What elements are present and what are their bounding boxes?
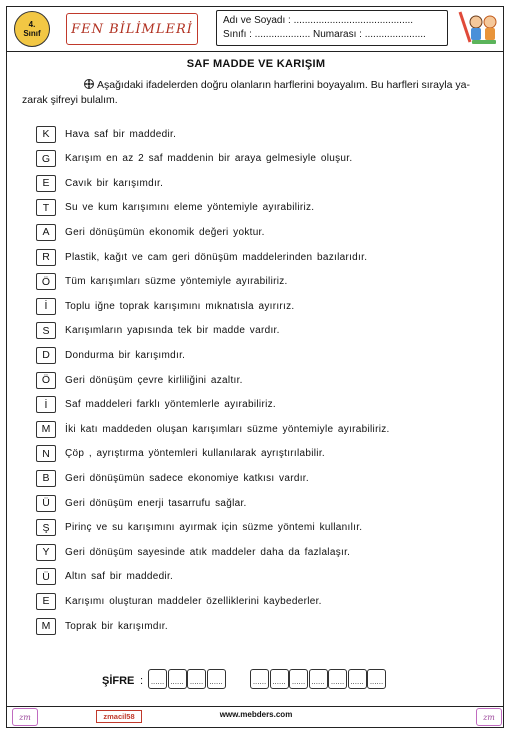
statement-row	[36, 296, 496, 316]
statement-text: Karışımların yapısında tek bir madde vardır.	[65, 325, 280, 337]
letter-box[interactable]: G	[36, 150, 56, 167]
statement-text: Altın saf bir maddedir.	[65, 571, 174, 583]
statement-row	[36, 468, 496, 488]
class-number-field[interactable]: Sınıfı : .................... Numarası : ......................	[223, 29, 426, 40]
letter-box[interactable]: Ü	[36, 495, 56, 512]
statement-row	[36, 124, 496, 144]
letter-box[interactable]: B	[36, 470, 56, 487]
statement-text: Toplu iğne toprak karışımını mıknatısla ayırırız.	[65, 300, 295, 312]
statement-row	[36, 321, 496, 341]
statement-text: Toprak bir karışımdır.	[65, 620, 168, 632]
statement-text: Tüm karışımları süzme yöntemiyle ayırabiliriz.	[65, 276, 288, 288]
statement-row	[36, 222, 496, 242]
statement-text: Hava saf bir maddedir.	[65, 128, 177, 140]
statement-text: Dondurma bir karışımdır.	[65, 349, 186, 361]
statement-text: Cavık bir karışımdır.	[65, 177, 164, 189]
statement-row	[36, 370, 496, 390]
statement-text: Karışımı oluşturan maddeler özelliklerini kaybederler.	[65, 595, 322, 607]
statement-text: Geri dönüşümün sadece ekonomiye katkısı vardır.	[65, 472, 309, 484]
footer-stamp-left: zm	[12, 708, 38, 726]
page-title: SAF MADDE VE KARIŞIM	[186, 58, 326, 70]
statement-row	[36, 395, 496, 415]
letter-box[interactable]: T	[36, 199, 56, 216]
grade-number: 4.	[28, 20, 36, 29]
statement-text: Su ve kum karışımını eleme yöntemiyle ayırabiliriz.	[65, 202, 315, 214]
answer-box[interactable]: ......	[309, 669, 328, 689]
kids-illustration-icon	[446, 8, 504, 48]
answer-box[interactable]: ......	[367, 669, 386, 689]
instruction-text	[22, 78, 496, 108]
statement-text: Pirinç ve su karışımını ayırmak için süzme yöntemi kullanılır.	[65, 522, 363, 534]
statement-row	[36, 542, 496, 562]
statement-row	[36, 247, 496, 267]
answer-box[interactable]: ......	[348, 669, 367, 689]
grade-badge	[14, 11, 50, 47]
footer-url[interactable]: www.mebders.com	[219, 710, 293, 719]
statement-row	[36, 444, 496, 464]
grade-label: Sınıf	[23, 29, 41, 38]
letter-box[interactable]: İ	[36, 298, 56, 315]
letter-box[interactable]: Ö	[36, 273, 56, 290]
letter-box[interactable]: İ	[36, 396, 56, 413]
statement-text: Karışım en az 2 saf maddenin bir araya gelmesiyle oluşur.	[65, 153, 353, 165]
letter-box[interactable]: M	[36, 618, 56, 635]
statement-text: Geri dönüşümün ekonomik değeri yoktur.	[65, 226, 265, 238]
letter-box[interactable]: Ş	[36, 519, 56, 536]
letter-box[interactable]: R	[36, 249, 56, 266]
letter-box[interactable]: Y	[36, 544, 56, 561]
instruction-line-1: Aşağıdaki ifadelerden doğru olanların harflerini boyayalım. Bu harfleri sırayla ya-	[97, 79, 470, 91]
letter-box[interactable]: A	[36, 224, 56, 241]
statement-text: İki katı maddeden oluşan karışımları süzme yöntemiyle ayırabiliriz.	[65, 423, 390, 435]
statement-row	[36, 272, 496, 292]
letter-box[interactable]: N	[36, 445, 56, 462]
footer-code: zmacil58	[96, 710, 142, 723]
statement-text: Çöp , ayrıştırma yöntemleri kullanılarak ayrıştırılabilir.	[65, 448, 325, 460]
letter-box[interactable]: Ü	[36, 568, 56, 585]
letter-box[interactable]: S	[36, 322, 56, 339]
statement-row	[36, 591, 496, 611]
letter-box[interactable]: E	[36, 175, 56, 192]
student-info-box	[216, 10, 448, 46]
statement-row	[36, 419, 496, 439]
statement-row	[36, 173, 496, 193]
statement-text: Geri dönüşüm çevre kirliliğini azaltır.	[65, 374, 243, 386]
footer-stamp-right: zm	[476, 708, 502, 726]
statement-row	[36, 345, 496, 365]
statement-row	[36, 616, 496, 636]
statement-row	[36, 567, 496, 587]
answer-box[interactable]: ......	[250, 669, 269, 689]
answer-box[interactable]: ......	[168, 669, 187, 689]
statement-text: Saf maddeleri farklı yöntemlerle ayırabiliriz.	[65, 399, 276, 411]
answer-box[interactable]: ......	[207, 669, 226, 689]
statement-row	[36, 493, 496, 513]
statement-text: Plastik, kağıt ve cam geri dönüşüm maddelerinden bazılarıdır.	[65, 251, 368, 263]
answer-box[interactable]: ......	[270, 669, 289, 689]
answer-box[interactable]: ......	[289, 669, 308, 689]
subject-title: FEN BİLİMLERİ	[66, 13, 198, 45]
letter-box[interactable]: K	[36, 126, 56, 143]
letter-box[interactable]: M	[36, 421, 56, 438]
letter-box[interactable]: E	[36, 593, 56, 610]
answer-box[interactable]: ......	[148, 669, 167, 689]
sifre-label: ŞİFRE	[102, 675, 135, 687]
statement-text: Geri dönüşüm enerji tasarrufu sağlar.	[65, 497, 247, 509]
instruction-line-2: zarak şifreyi bulalım.	[22, 94, 118, 106]
letter-box[interactable]: D	[36, 347, 56, 364]
name-field[interactable]: Adı ve Soyadı : ...........................................	[223, 15, 414, 26]
sifre-colon: :	[140, 675, 144, 687]
statement-text: Geri dönüşüm sayesinde atık maddeler daha da fazlalaşır.	[65, 546, 351, 558]
statement-row	[36, 149, 496, 169]
letter-box[interactable]: Ö	[36, 372, 56, 389]
statement-row	[36, 198, 496, 218]
flower-bullet-icon	[84, 79, 94, 89]
answer-box[interactable]: ......	[187, 669, 206, 689]
statement-row	[36, 518, 496, 538]
answer-box[interactable]: ......	[328, 669, 347, 689]
